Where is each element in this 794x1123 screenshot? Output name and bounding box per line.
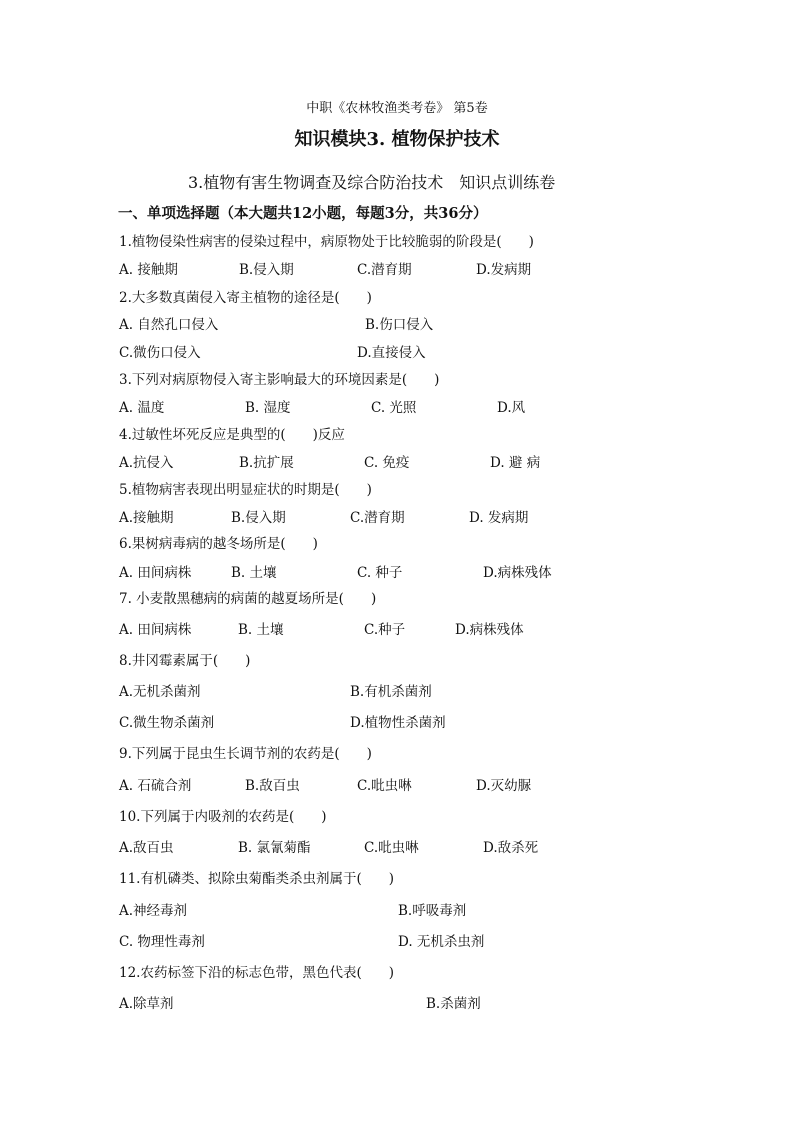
option-c: C.潜育期 [357, 262, 412, 278]
option-b: B.杀菌剂 [426, 996, 481, 1012]
module-title: 知识模块3. 植物保护技术 [294, 129, 500, 150]
question-stem: 5.植物病害表现出明显症状的时期是( ) [119, 482, 372, 498]
option-a: A. 接触期 [119, 262, 178, 278]
question-stem: 12.农药标签下沿的标志色带，黑色代表( ) [119, 965, 395, 981]
option-a: A. 石硫合剂 [119, 778, 192, 794]
option-c: C. 物理性毒剂 [119, 934, 205, 950]
option-b: B.敌百虫 [245, 778, 300, 794]
option-c: C. 光照 [371, 400, 417, 416]
option-a: A.神经毒剂 [119, 903, 188, 919]
option-d: D.风 [497, 400, 526, 416]
question-stem: 2.大多数真菌侵入寄主植物的途径是( ) [119, 290, 372, 306]
option-d: D.敌杀死 [483, 840, 539, 856]
option-c: C.微伤口侵入 [119, 345, 201, 361]
exam-header: 中职《农林牧渔类考卷》 第5卷 [306, 101, 488, 116]
option-a: A. 田间病株 [119, 565, 192, 581]
section-title: 一、单项选择题（本大题共12小题，每题3分，共36分） [118, 205, 488, 222]
option-b: B. 湿度 [245, 400, 291, 416]
option-a: A.抗侵入 [119, 455, 174, 471]
option-a: A.除草剂 [119, 996, 174, 1012]
option-a: A.无机杀菌剂 [119, 684, 201, 700]
question-stem: 7. 小麦散黑穗病的病菌的越夏场所是( ) [119, 591, 377, 607]
option-b: B.呼吸毒剂 [398, 903, 467, 919]
option-d: D.植物性杀菌剂 [350, 715, 446, 731]
option-b: B. 氯氰菊酯 [238, 840, 311, 856]
question-stem: 1.植物侵染性病害的侵染过程中，病原物处于比较脆弱的阶段是( ) [119, 234, 534, 250]
option-b: B.抗扩展 [239, 455, 294, 471]
question-stem: 9.下列属于昆虫生长调节剂的农药是( ) [119, 746, 372, 762]
question-stem: 4.过敏性坏死反应是典型的( )反应 [119, 427, 345, 443]
option-d: D.病株残体 [483, 565, 552, 581]
question-stem: 11.有机磷类、拟除虫菊酯类杀虫剂属于( ) [119, 871, 395, 887]
option-c: C.吡虫啉 [364, 840, 419, 856]
option-a: A. 自然孔口侵入 [119, 317, 219, 333]
option-d: D.直接侵入 [357, 345, 426, 361]
option-d: D. 发病期 [469, 510, 529, 526]
question-stem: 3.下列对病原物侵入寄主影响最大的环境因素是( ) [119, 372, 440, 388]
option-c: C. 种子 [357, 565, 403, 581]
option-b: B.侵入期 [239, 262, 294, 278]
option-b: B. 土壤 [238, 622, 284, 638]
option-a: A.接触期 [119, 510, 174, 526]
option-c: C.吡虫啉 [357, 778, 412, 794]
option-c: C.潜育期 [350, 510, 405, 526]
option-b: B. 土壤 [231, 565, 277, 581]
option-d: D.发病期 [476, 262, 532, 278]
option-d: D. 避 病 [490, 455, 541, 471]
question-stem: 6.果树病毒病的越冬场所是( ) [119, 536, 318, 552]
exam-subtitle: 3.植物有害生物调查及综合防治技术 知识点训练卷 [188, 173, 556, 192]
option-d: D.病株残体 [455, 622, 524, 638]
option-b: B.有机杀菌剂 [350, 684, 432, 700]
question-stem: 8.井冈霉素属于( ) [119, 653, 251, 669]
question-stem: 10.下列属于内吸剂的农药是( ) [119, 809, 327, 825]
option-a: A. 温度 [119, 400, 165, 416]
option-b: B.伤口侵入 [365, 317, 434, 333]
option-c: C.种子 [364, 622, 406, 638]
option-c: C.微生物杀菌剂 [119, 715, 215, 731]
option-b: B.侵入期 [231, 510, 286, 526]
option-d: D. 无机杀虫剂 [398, 934, 485, 950]
option-a: A.敌百虫 [119, 840, 174, 856]
option-c: C. 免疫 [364, 455, 410, 471]
option-a: A. 田间病株 [119, 622, 192, 638]
option-d: D.灭幼脲 [476, 778, 532, 794]
